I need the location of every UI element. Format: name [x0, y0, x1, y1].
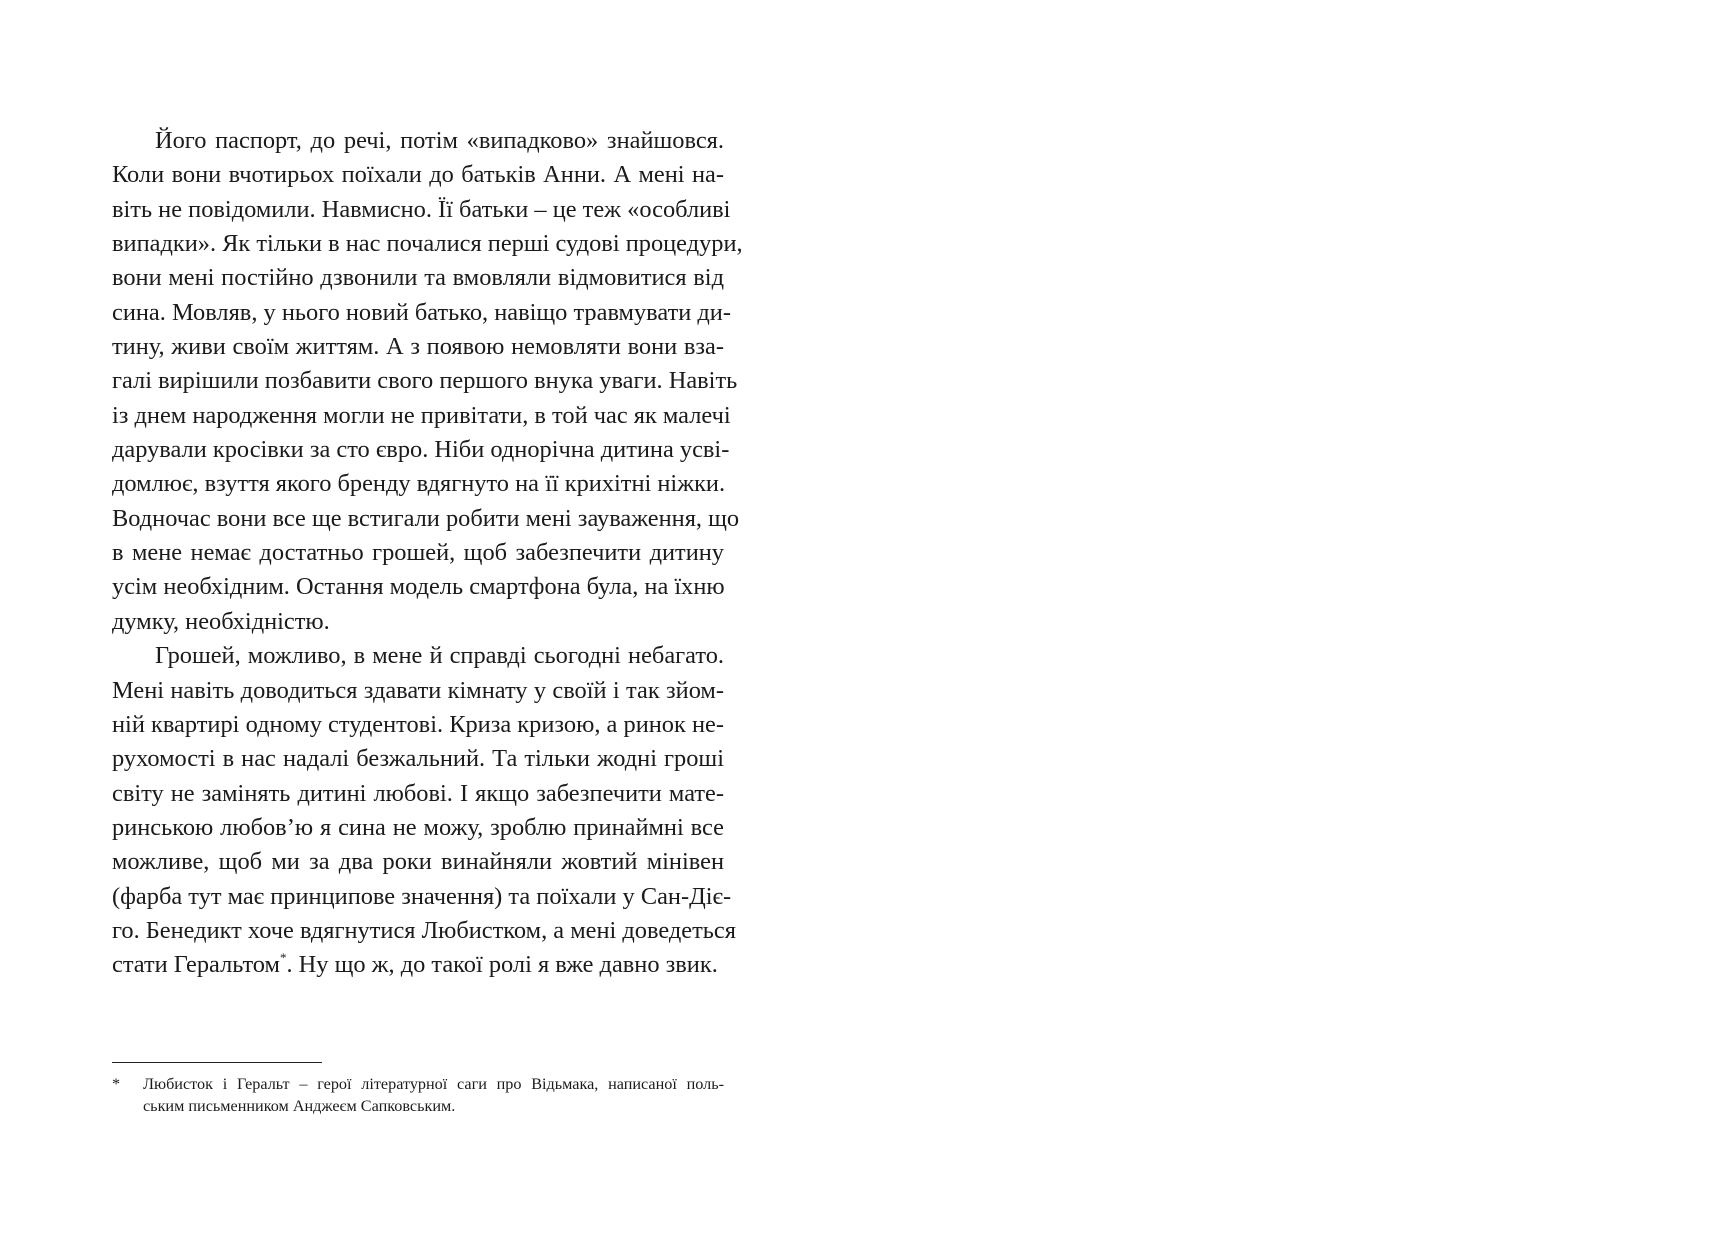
- text-line: вони мені постійно дзвонили та вмовляли відмовитися від: [112, 264, 724, 292]
- text-line: рухомості в нас надалі безжальний. Та тільки жодні гроші: [112, 745, 724, 773]
- footnote-marker: *: [112, 1075, 121, 1093]
- text-line: усім необхідним. Остання модель смартфона була, на їхню: [112, 573, 725, 601]
- footnote-text: [143, 1074, 724, 1117]
- text-line: ній квартирі одному студентові. Криза кризою, а ринок не-: [112, 710, 724, 738]
- paragraph-2: [112, 639, 736, 982]
- paragraph-1: [112, 124, 743, 639]
- text-line: галі вирішили позбавити свого першого внука уваги. Навіть: [112, 367, 738, 395]
- text-line: ринською любов’ю я сина не можу, зроблю принаймні все: [112, 813, 724, 841]
- text-line: сина. Мовляв, у нього новий батько, навіщо травмувати ди-: [112, 298, 731, 326]
- footnote-line: Любисток і Геральт – герої літературної саги про Відьмака, написаної поль-: [143, 1075, 724, 1093]
- final-line-end: . Ну що ж, до такої ролі я вже давно звик.: [286, 951, 718, 979]
- text-line: (фарба тут має принципове значення) та поїхали у Сан-Діє-: [112, 882, 732, 910]
- main-text: [112, 124, 743, 983]
- text-line: Мені навіть доводиться здавати кімнату у своїй і так зйом-: [112, 676, 724, 704]
- text-line: можливе, щоб ми за два роки винайняли жовтий мінівен: [112, 848, 724, 876]
- footnote-divider: [112, 1062, 322, 1063]
- text-line: випадки». Як тільки в нас почалися перші судові процедури,: [112, 230, 743, 258]
- text-line: світу не замінять дитині любові. І якщо забезпечити мате-: [112, 779, 724, 807]
- text-line-final: [112, 948, 724, 982]
- text-line: Водночас вони все ще встигали робити мені зауваження, що: [112, 504, 740, 532]
- text-line: віть не повідомили. Навмисно. Її батьки – це теж «особливі: [112, 195, 731, 223]
- text-line: Коли вони вчотирьох поїхали до батьків Анни. А мені на-: [112, 161, 724, 189]
- text-line: думку, необхідністю.: [112, 607, 330, 635]
- text-line: із днем народження могли не привітати, в той час як малечі: [112, 401, 731, 429]
- text-line: го. Бенедикт хоче вдягнутися Любистком, а мені доведеться: [112, 916, 736, 944]
- text-line: домлює, взуття якого бренду вдягнуто на її крихітні ніжки.: [112, 470, 726, 498]
- text-line: дарували кросівки за сто євро. Ніби однорічна дитина усві-: [112, 436, 730, 464]
- footnote-reference[interactable]: *: [279, 950, 287, 966]
- footnote-line: ським письменником Анджеєм Сапковським.: [143, 1096, 456, 1115]
- text-line: Грошей, можливо, в мене й справді сьогодні небагато.: [155, 642, 724, 670]
- footnote: [112, 1074, 724, 1117]
- text-line: тину, живи своїм життям. А з появою немовляти вони вза-: [112, 333, 724, 361]
- text-line: в мене немає достатньо грошей, щоб забезпечити дитину: [112, 539, 724, 567]
- final-line-start: стати Геральтом: [112, 951, 280, 979]
- text-line: Його паспорт, до речі, потім «випадково» знайшовся.: [155, 127, 724, 154]
